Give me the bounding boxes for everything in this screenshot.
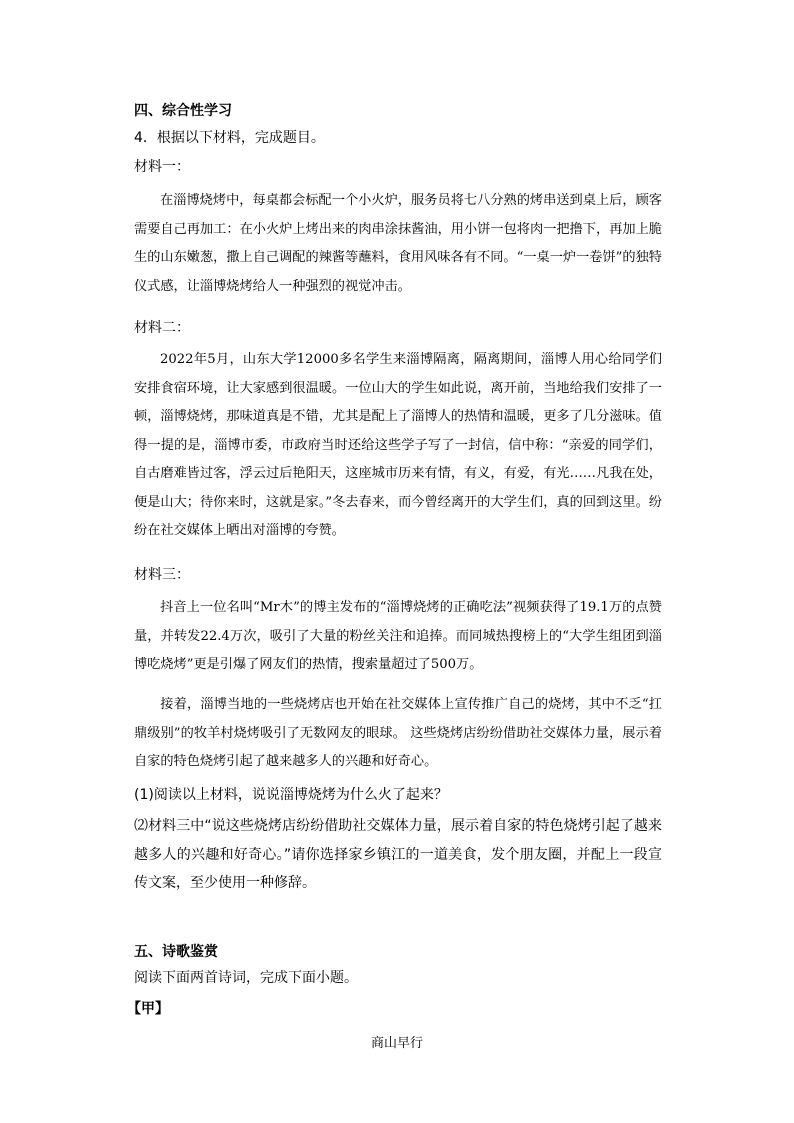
question-stem: 4．根据以下材料，完成题目。 [134,130,325,146]
material-label: 材料三： [134,567,190,583]
sub-question-1: (1)阅读以上材料，说说淄博烧烤为什么火了起来？ [134,787,448,803]
material-three-text-2: 接着，淄博当地的一些烧烤店也开始在社交媒体上宣传推广自己的烧烤，其中不乏“扛鼎级别”的牧羊村烧烤吸引了无数网友的眼球。 这些烧烤店纷纷借助社交媒体力量，展示着自家的特色烧烤引起了越来越多人的兴趣和好奇心。 [134,697,662,769]
poem-title: 商山早行 [370,1036,423,1051]
material-label: 材料二： [134,320,190,336]
material-one-text: 在淄博烧烤中，每桌都会标配一个小火炉，服务员将七八分熟的烤串送到桌上后，顾客需要自己再加工：在小火炉上烤出来的肉串涂抹酱油，用小饼一包将肉一把撸下，再加上脆生的山东嫩葱，撒上自己调配的辣酱等蘸料，食用风味各有不同。“一桌一炉一卷饼”的独特仪式感，让淄博烧烤给人一种强烈的视觉冲击。 [134,193,662,294]
material-three-text-1: 抖音上一位名叫“Mr木”的博主发布的“淄博烧烤的正确吃法”视频获得了19.1万的点赞量，并转发22.4万次，吸引了大量的粉丝关注和追捧。而同城热搜榜上的“大学生组团到淄博吃烧烤”更是引爆了网友们的热情，搜索量超过了500万。 [134,600,662,672]
section-heading: 四、综合性学习 [134,103,232,119]
sub-question-2: ⑵材料三中“说这些烧烤店纷纷借助社交媒体力量，展示着自家的特色烧烤引起了越来越多人的兴趣和好奇心。”请你选择家乡镇江的一道美食，发个朋友圈，并配上一段宣传文案，至少使用一种修辞。 [134,818,662,891]
material-label: 材料一： [134,159,190,175]
part-label: 【甲】 [127,1001,169,1017]
material-two-text: 2022年5月，山东大学12000多名学生来淄博隔离，隔离期间，淄博人用心给同学们安排食宿环境，让大家感到很温暖。一位山大的学生如此说，离开前，当地给我们安排了一顿，淄博烧烤，那味道真是不错，尤其是配上了淄博人的热情和温暖，更多了几分滋味。值得一提的是，淄博市委，市政府当时还给这些学子写了一封信，信中称：“亲爱的同学们，自古磨难皆过客，浮云过后艳阳天，这座城市历来有情，有义，有爱，有光……凡我在处，便是山大；待你来时，这就是家。”冬去春来，而今曾经离开的大学生们，真的回到这里。纷纷在社交媒体上晒出对淄博的夸赞。 [134,352,662,538]
instruction-text: 阅读下面两首诗词，完成下面小题。 [134,970,358,986]
section-heading: 五、诗歌鉴赏 [134,944,218,960]
